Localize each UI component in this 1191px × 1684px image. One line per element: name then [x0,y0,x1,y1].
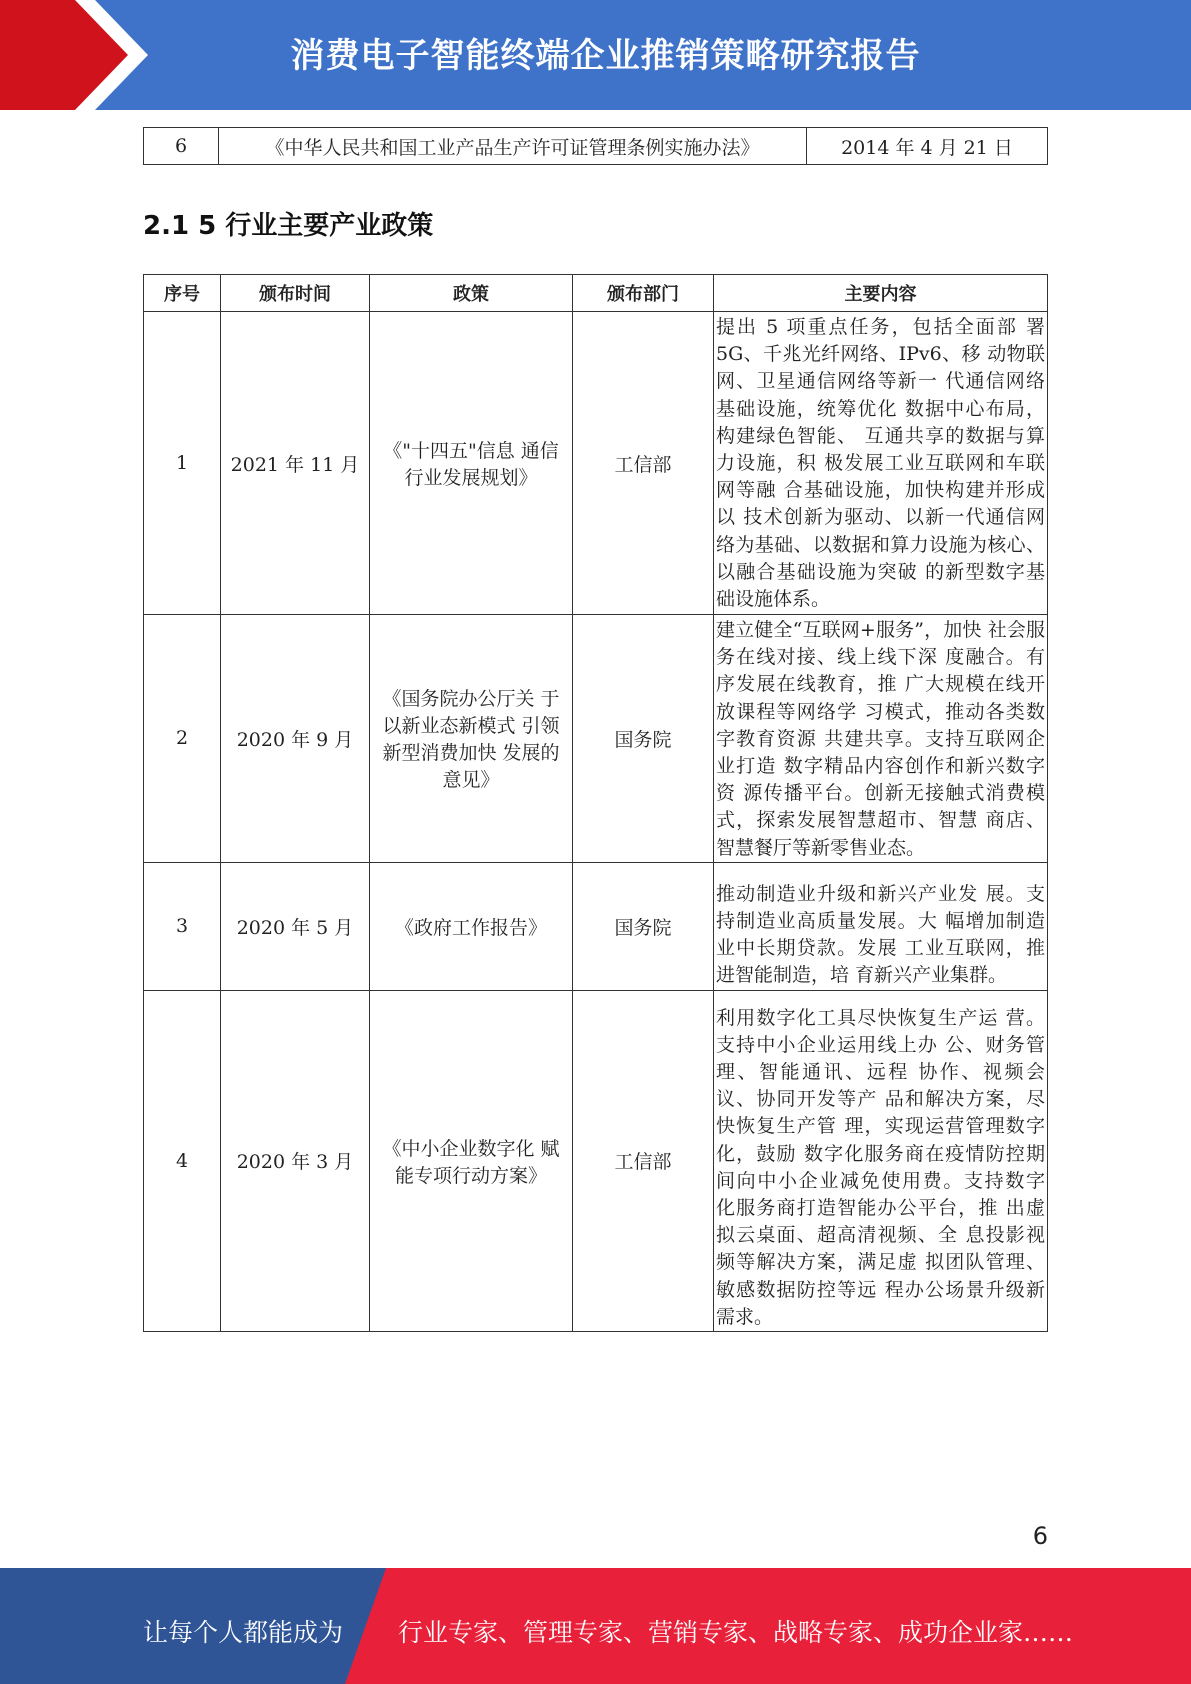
table-row [144,990,1048,1331]
policy-content: 建立健全“互联网+服务”，加快 社会服务在线对接、线上线下深 度融合。有序发展在线教育，推 广大规模在线开放课程等网络学 习模式，推动各类数字教育资源 共建共享。支持互联网企业打造 数字精品内容创作和新兴数字资 源传播平台。创新无接触式消费模式，探索发展智慧超市、智慧 商店、智慧餐厅等新零售业态。 [714,615,1048,863]
table-header-row [144,275,1048,312]
regulation-table-continued [143,127,1048,165]
issue-date: 2020 年 3 月 [221,990,370,1331]
row-number: 2 [144,615,221,863]
column-header-date: 颁布时间 [221,275,370,312]
policy-table [143,274,1048,1332]
issue-date: 2020 年 9 月 [221,615,370,863]
issuing-department: 工信部 [573,312,714,615]
row-number: 4 [144,990,221,1331]
policy-name: 《中小企业数字化 赋能专项行动方案》 [370,990,573,1331]
footer-slogan-right: 行业专家、管理专家、营销专家、战略专家、成功企业家…… [398,1618,1074,1647]
table-row [144,862,1048,990]
row-number: 1 [144,312,221,615]
column-header-policy: 政策 [370,275,573,312]
report-title: 消费电子智能终端企业推销策略研究报告 [290,36,921,76]
column-header-dept: 颁布部门 [573,275,714,312]
regulation-date: 2014 年 4 月 21 日 [807,128,1048,165]
table-row [144,312,1048,615]
column-header-no: 序号 [144,275,221,312]
column-header-content: 主要内容 [714,275,1048,312]
policy-content: 利用数字化工具尽快恢复生产运 营。支持中小企业运用线上办 公、财务管理、智能通讯、远程 协作、视频会议、协同开发等产 品和解决方案，尽快恢复生产管 理，实现运营管理数字化，鼓励 数字化服务商在疫情防控期间向中小企业减免使用费。支持数字 化服务商打造智能办公平台，推 出虚拟云桌面、超高清视频、全 息投影视频等解决方案，满足虚 拟团队管理、敏感数据防控等远 程办公场景升级新需求。 [714,990,1048,1331]
row-number: 6 [144,128,219,165]
policy-content: 推动制造业升级和新兴产业发 展。支持制造业高质量发展。大 幅增加制造业中长期贷款。发展 工业互联网，推进智能制造，培 育新兴产业集群。 [714,862,1048,990]
regulation-title: 《中华人民共和国工业产品生产许可证管理条例实施办法》 [219,128,807,165]
issuing-department: 工信部 [573,990,714,1331]
footer-slogan-left: 让每个人都能成为 [143,1618,344,1647]
issue-date: 2021 年 11 月 [221,312,370,615]
page-footer [0,1568,1191,1684]
policy-name: 《政府工作报告》 [370,862,573,990]
section-heading: 2.1 5 行业主要产业政策 [143,211,434,241]
issuing-department: 国务院 [573,862,714,990]
table-row [144,615,1048,863]
page-header [0,0,1191,110]
page-number: 6 [1032,1522,1048,1550]
policy-name: 《"十四五"信息 通信行业发展规划》 [370,312,573,615]
issue-date: 2020 年 5 月 [221,862,370,990]
table-row [144,128,1048,165]
issuing-department: 国务院 [573,615,714,863]
policy-name: 《国务院办公厅关 于以新业态新模式 引领新型消费加快 发展的意见》 [370,615,573,863]
policy-content: 提出 5 项重点任务，包括全面部 署 5G、千兆光纤网络、IPv6、移 动物联网、卫星通信网络等新一 代通信网络基础设施，统筹优化 数据中心布局，构建绿色智能、 互通共享的数据与算力设施，积 极发展工业互联网和车联网等融 合基础设施，加快构建并形成以 技术创新为驱动、以新一代通信网络为基础、以数据和算力设施为核心、以融合基础设施为突破 的新型数字基础设施体系。 [714,312,1048,615]
row-number: 3 [144,862,221,990]
